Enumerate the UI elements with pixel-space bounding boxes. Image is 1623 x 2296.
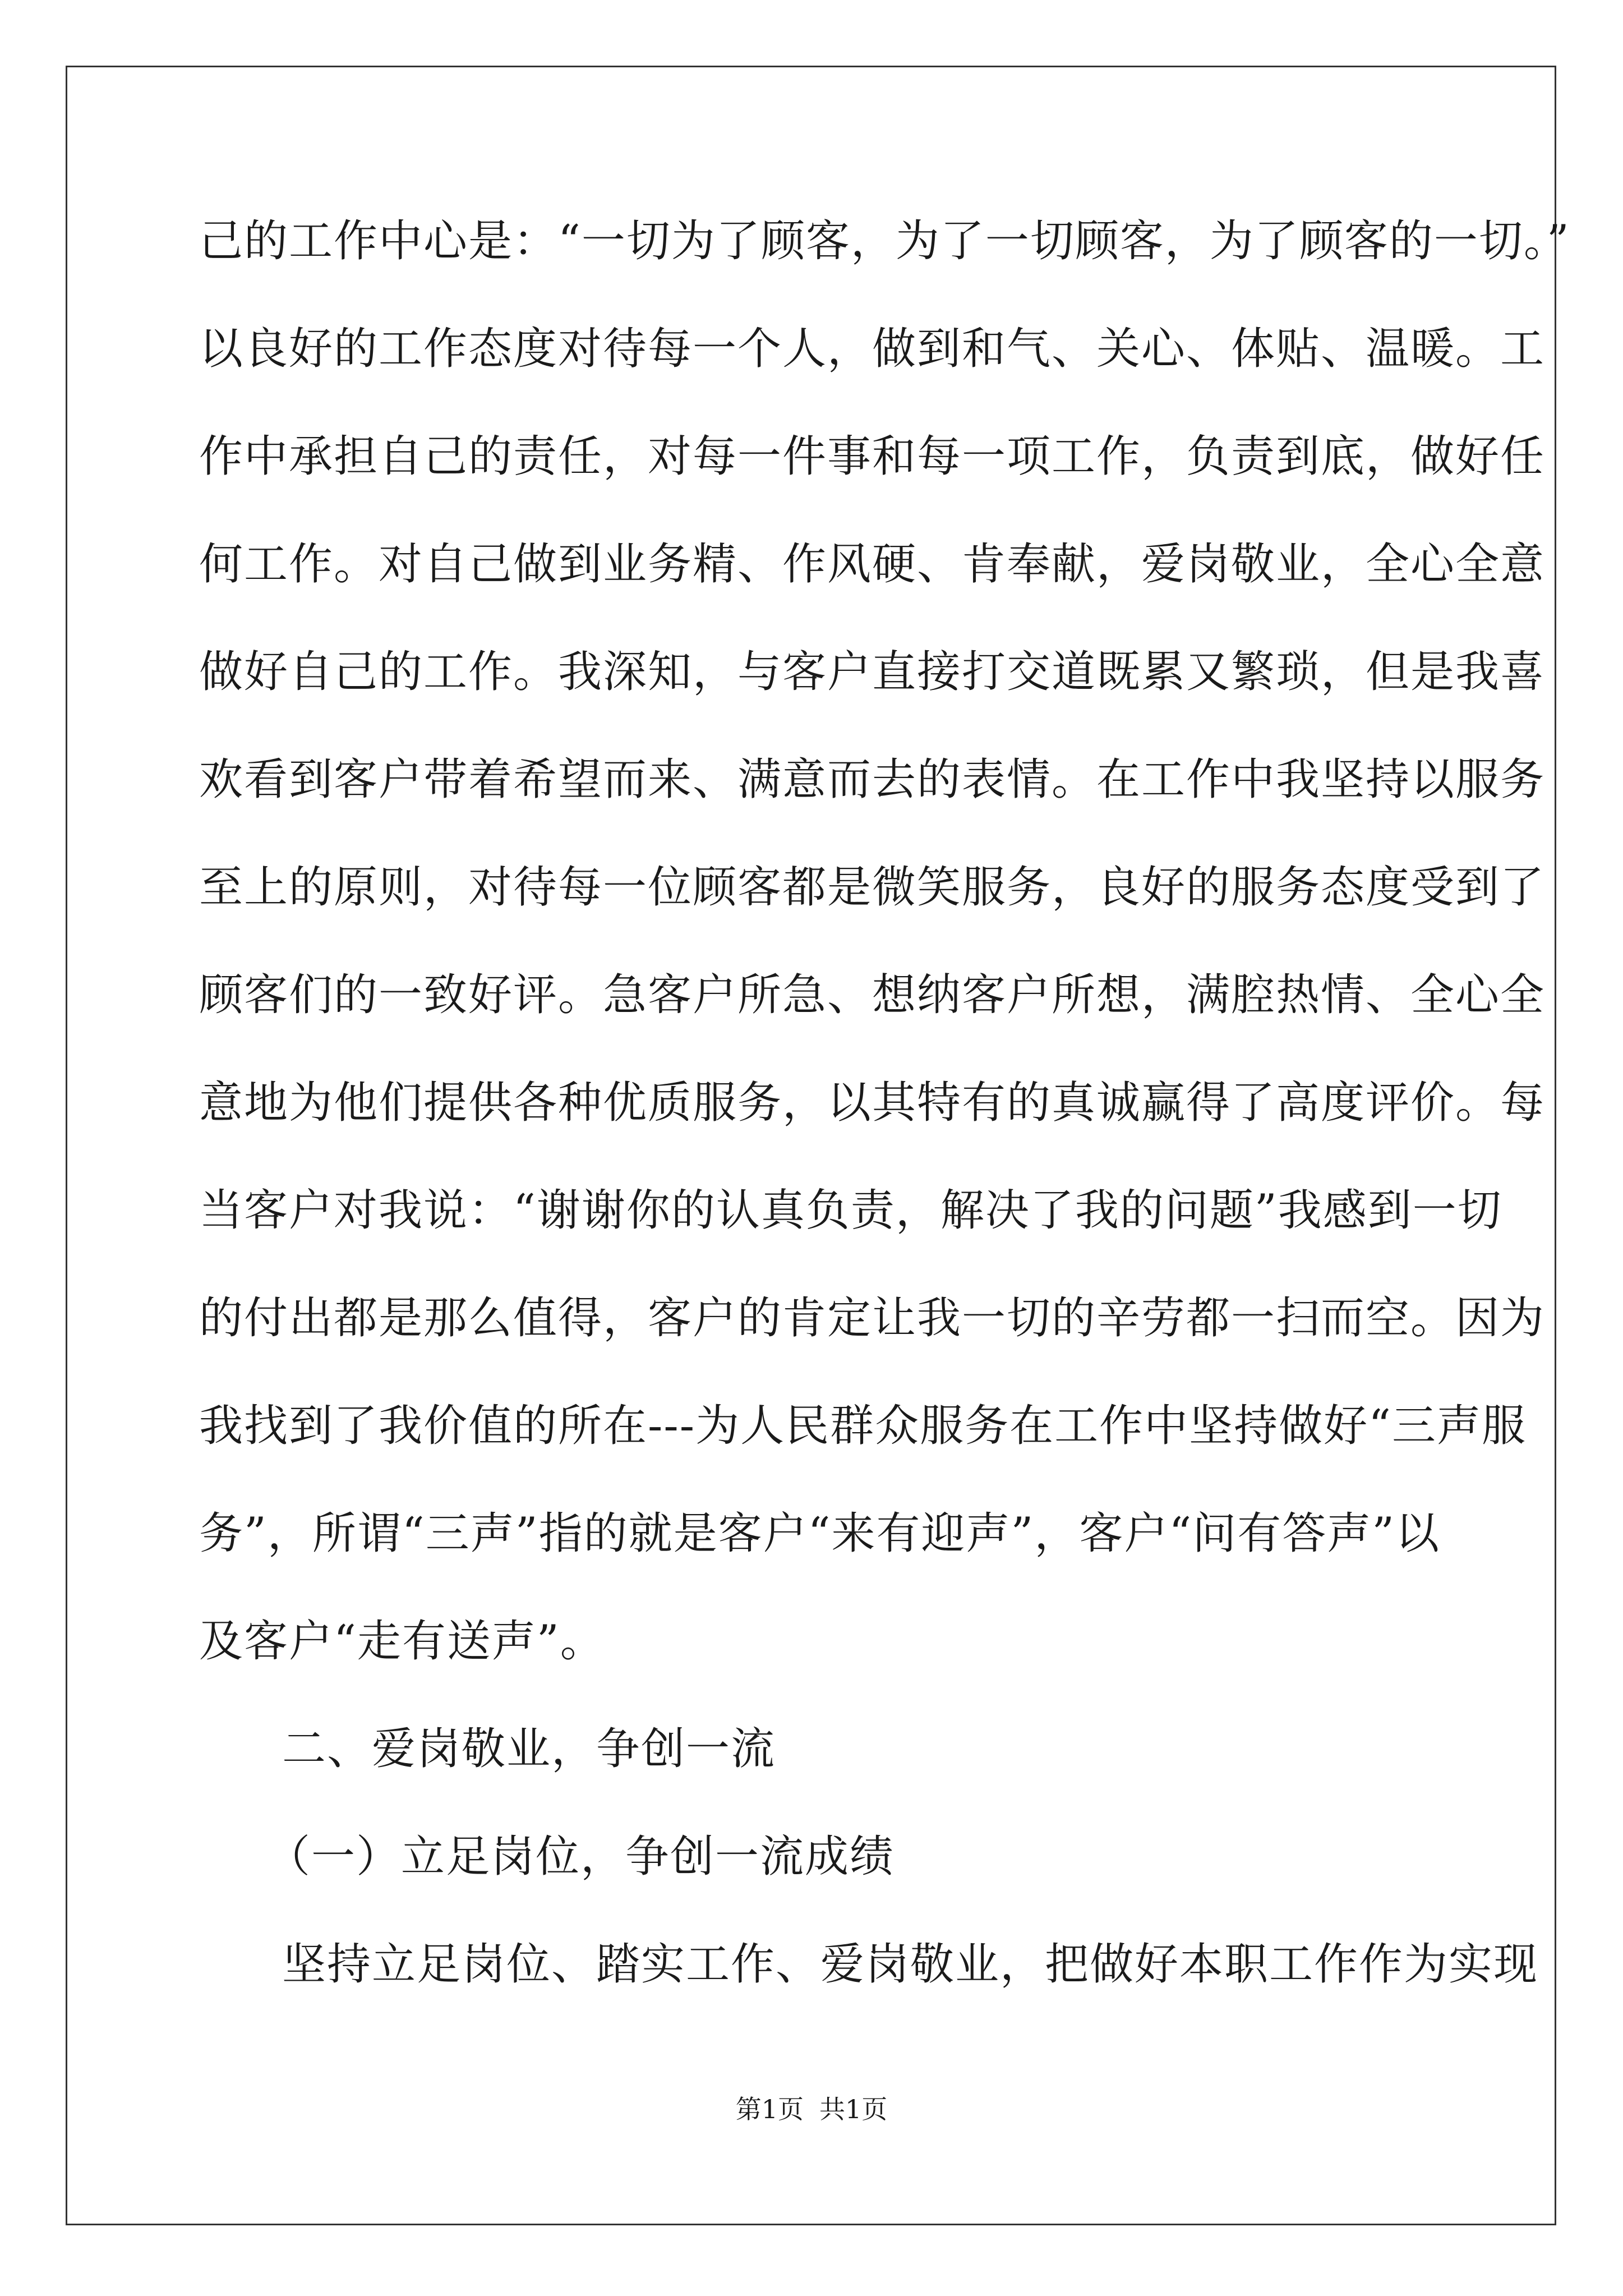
body-line: 当客户对我说：“谢谢你的认真负责，解决了我的问题”我感到一切 <box>199 1185 1502 1236</box>
body-line: 务”，所谓“三声”指的就是客户“来有迎声”，客户“问有答声”以 <box>199 1508 1441 1559</box>
page-footer <box>0 2092 1623 2126</box>
body-line: 意地为他们提供各种优质服务，以其特有的真诚赢得了高度评价。每 <box>199 1078 1546 1128</box>
total-pages: 共1页 <box>819 2094 888 2124</box>
body-line: 以良好的工作态度对待每一个人，做到和气、关心、体贴、温暖。工 <box>199 324 1546 374</box>
body-line: 我找到了我价值的所在---为人民群众服务在工作中坚持做好“三声服 <box>199 1401 1527 1451</box>
body-line: 顾客们的一致好评。急客户所急、想纳客户所想，满腔热情、全心全 <box>199 970 1546 1020</box>
section-heading: 二、爱岗敬业，争创一流 <box>282 1724 776 1774</box>
body-line: 何工作。对自己做到业务精、作风硬、肯奉献，爱岗敬业，全心全意 <box>199 539 1546 590</box>
body-line: 欢看到客户带着希望而来、满意而去的表情。在工作中我坚持以服务 <box>199 754 1546 805</box>
page-border <box>66 66 1556 2225</box>
body-line: 至上的原则，对待每一位顾客都是微笑服务，良好的服务态度受到了 <box>199 862 1546 913</box>
paragraph-start: 坚持立足岗位、踏实工作、爱岗敬业，把做好本职工作作为实现 <box>282 1939 1539 1990</box>
body-line: 做好自己的工作。我深知，与客户直接打交道既累又繁琐，但是我喜 <box>199 647 1546 697</box>
body-line: 己的工作中心是：“一切为了顾客，为了一切顾客，为了顾客的一切。” <box>199 216 1570 266</box>
body-line: 的付出都是那么值得，客户的肯定让我一切的辛劳都一扫而空。因为 <box>199 1293 1546 1343</box>
body-line: 及客户“走有送声”。 <box>199 1616 605 1667</box>
subsection-heading: （一）立足岗位，争创一流成绩 <box>266 1832 895 1882</box>
body-line: 作中承担自己的责任，对每一件事和每一项工作，负责到底，做好任 <box>199 431 1546 482</box>
page-number: 第1页 <box>735 2094 804 2124</box>
